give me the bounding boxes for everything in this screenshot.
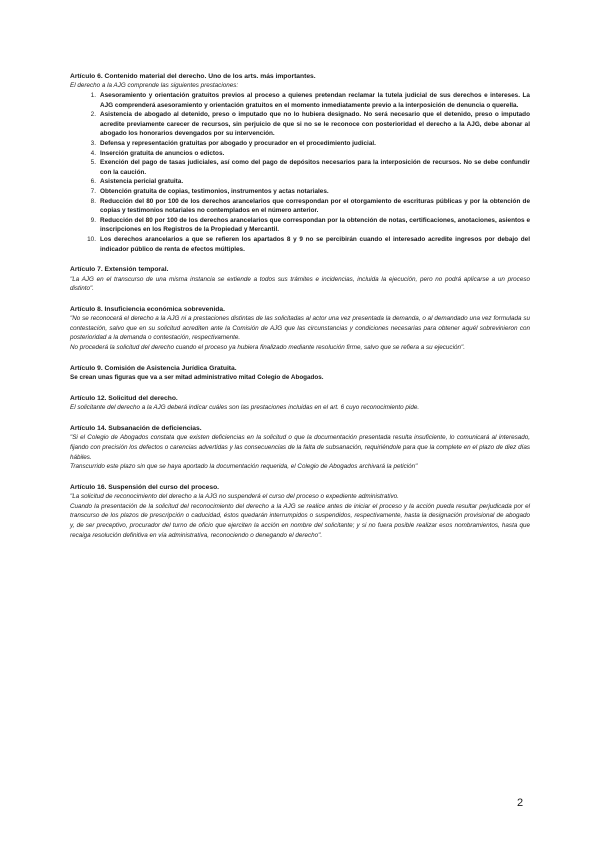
list-item [70, 91, 530, 110]
article-6-heading: Artículo 6. Contenido material del derecho. Uno de los arts. más importantes. [70, 73, 316, 80]
list-item-text: Asesoramiento y orientación gratuitos previos al proceso a quienes pretendan reclamar la tutela judicial de sus derechos e intereses. La AJG comprenderá asesoramiento y orientación gratuitos en el momento inmediatamente previo a la interposición de denuncia o querella. [100, 92, 530, 109]
list-item-number: 6. [90, 178, 96, 186]
list-item-number: 2. [90, 111, 96, 119]
list-item-text: Asistencia de abogado al detenido, preso o imputado que no lo hubiera designado. No será necesario que el detenido, preso o imputado acredite previamente carecer de recursos, sin perjuicio de que si no se le reconoce con posterioridad el derecho a la AJG, debe abonar al abogado los honorarios devengados por su intervención. [100, 111, 530, 138]
article-12-title: Artículo 12. Solicitud del derecho. [70, 394, 178, 402]
article-8-paragraph: "No se reconocerá el derecho a la AJG ni a prestaciones distintas de las solicitadas al actor una vez presentada la demanda, o al demandado una vez formulada su contestación, salvo que en su solicitud acrediten ante la Comisión de AJG que las circunstancias y condiciones necesarias para obtener aquél sobrevinieron con posterioridad a la demanda o contestación, respectivamente. [70, 315, 530, 342]
article-14-paragraph: "Si el Colegio de Abogados constata que existen deficiencias en la solicitud o que la documentación presentada resulta insuficiente, lo comunicará al interesado, fijando con precisión los defectos o carencias advertidas y las consecuencias de la falta de subsanación, requiriéndole para que la complete en el plazo de diez días hábiles. [70, 434, 530, 461]
article-8-title: Artículo 8. Insuficiencia económica sobrevenida. [70, 305, 225, 313]
list-item-number: 9. [90, 216, 96, 224]
list-item-number: 1. [90, 92, 96, 99]
article-16-paragraph: "La solicitud de reconocimiento del derecho a la AJG no suspenderá el curso del proceso o expediente administrativo. [70, 493, 399, 501]
list-item [70, 139, 530, 149]
article-6-intro: El derecho a la AJG comprende las siguientes prestaciones: [70, 82, 239, 89]
list-item-text: Asistencia pericial gratuita. [100, 178, 184, 186]
article-14-section [70, 424, 530, 472]
list-item-text: Inserción gratuita de anuncios o edictos. [100, 149, 225, 157]
article-9-title: Artículo 9. Comisión de Asistencia Jurídica Gratuita. [70, 364, 237, 372]
list-item [70, 149, 530, 159]
article-14-paragraph: Transcurrido este plazo sin que se haya aportado la documentación requerida, el Colegio de Abogados archivará la petición" [70, 463, 418, 471]
list-item-text: Defensa y representación gratuitas por abogado y procurador en el procedimiento judicial. [100, 139, 376, 147]
list-item [70, 158, 530, 177]
list-item-number: 8. [90, 197, 96, 205]
article-9-paragraph: Se crean unas figuras que va a ser mitad administrativo mitad Colegio de Abogados. [70, 374, 324, 382]
list-item-text: Los derechos arancelarios a que se refieren los apartados 8 y 9 no se percibirán cuando el interesado acredite ingresos por debajo del indicador público de renta de efectos múltiples. [100, 235, 530, 253]
list-item [70, 197, 530, 216]
document-page [70, 72, 530, 540]
article-16-paragraph: Cuando la presentación de la solicitud del reconocimiento del derecho a la AJG se realice antes de iniciar el proceso y la acción pueda resultar perjudicada por el transcurso de los plazos de prescripción o caducidad, éstos quedarán interrumpidos o suspendidos, respectivamente, hasta la designación provisional de abogado y, de ser preceptivo, procurador del turno de oficio que ejerciten la acción en nombre del solicitante; y si no fuera posible realizar esos nombramientos, hasta que recaiga resolución definitiva en vía administrativa, reconociendo o denegando el derecho". [70, 502, 530, 539]
article-14-title: Artículo 14. Subsanación de deficiencias. [70, 424, 202, 432]
list-item-text: Reducción del 80 por 100 de los derechos arancelarios que correspondan por el otorgamiento de escrituras públicas y por la obtención de copias y testimonios notariales no contemplados en el número anterior. [100, 197, 530, 215]
article-7-title: Artículo 7. Extensión temporal. [70, 266, 169, 274]
list-item-number: 4. [90, 149, 96, 157]
list-item [70, 187, 530, 197]
list-item-number: 5. [90, 159, 96, 167]
list-item-number: 10. [87, 235, 96, 243]
list-item-number: 3. [90, 139, 96, 147]
list-item-number: 7. [90, 187, 96, 195]
article-16-section [70, 483, 530, 540]
article-8-paragraph: No procederá la solicitud del derecho cuando el proceso ya hubiera finalizado mediante resolución firme, salvo que se refiera a su ejecución". [70, 344, 465, 352]
list-item-text: Obtención gratuita de copias, testimonios, instrumentos y actas notariales. [100, 187, 329, 195]
article-7-section [70, 265, 530, 294]
list-item [70, 216, 530, 235]
article-7-paragraph: "La AJG en el transcurso de una misma instancia se extiende a todos sus trámites e incidencias, incluida la ejecución, pero no podrá aplicarse a un proceso distinto". [70, 275, 530, 293]
article-6-list [70, 91, 530, 254]
list-item [70, 235, 530, 254]
article-16-title: Artículo 16. Suspensión del curso del proceso. [70, 483, 220, 491]
page-number: 2 [517, 797, 524, 809]
list-item [70, 110, 530, 139]
article-12-section [70, 394, 530, 413]
list-item-text: Exención del pago de tasas judiciales, así como del pago de depósitos necesarios para la interposición de recursos. No se debe confundir con la caución. [100, 159, 530, 176]
article-12-paragraph: El solicitante del derecho a la AJG deberá indicar cuáles son las prestaciones incluidas en el art. 6 cuyo reconocimiento pide. [70, 404, 420, 412]
article-8-section [70, 305, 530, 353]
list-item-text: Reducción del 80 por 100 de los derechos arancelarios que correspondan por la obtención de notas, certificaciones, anotaciones, asientos e inscripciones en los Registros de la Propiedad y Mercantil. [100, 216, 530, 234]
article-9-section [70, 364, 530, 383]
list-item [70, 177, 530, 187]
